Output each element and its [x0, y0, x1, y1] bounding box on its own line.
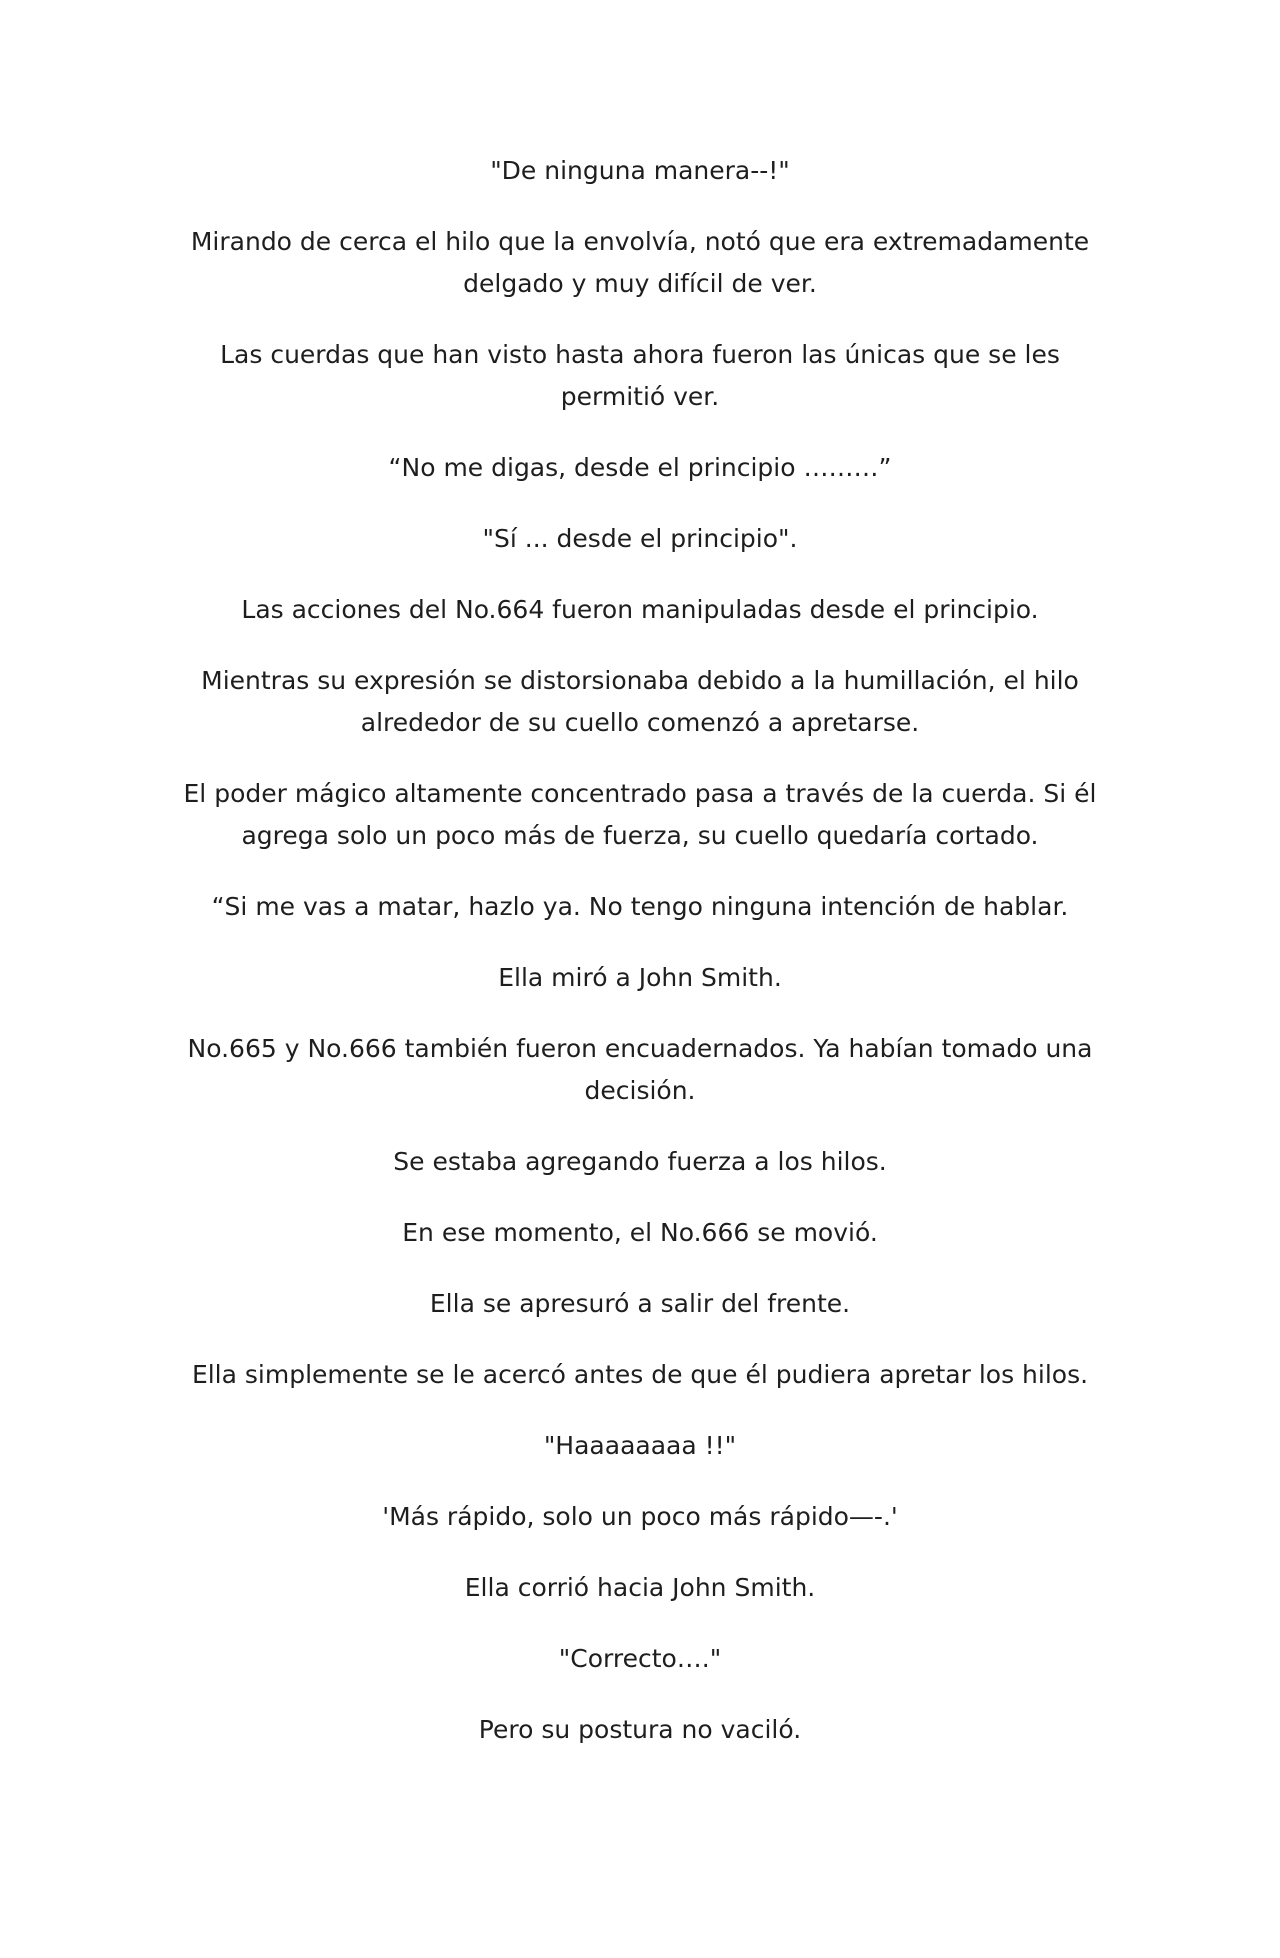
- paragraph: 'Más rápido, solo un poco más rápido—-.': [382, 1502, 898, 1531]
- paragraph: El poder mágico altamente concentrado pasa a través de la cuerda. Si él agrega solo un poco más de fuerza, su cuello quedaría cortado.: [183, 779, 1097, 850]
- document-text-body: [170, 150, 1110, 1751]
- paragraph: "Sí ... desde el principio".: [482, 524, 798, 553]
- paragraph: En ese momento, el No.666 se movió.: [402, 1218, 878, 1247]
- paragraph: Ella corrió hacia John Smith.: [464, 1573, 816, 1602]
- paragraph: Mientras su expresión se distorsionaba debido a la humillación, el hilo alrededor de su cuello comenzó a apretarse.: [201, 666, 1079, 737]
- paragraph: Ella se apresuró a salir del frente.: [429, 1289, 851, 1318]
- paragraph: Ella simplemente se le acercó antes de que él pudiera apretar los hilos.: [191, 1360, 1089, 1389]
- paragraph: Se estaba agregando fuerza a los hilos.: [393, 1147, 887, 1176]
- paragraph: Mirando de cerca el hilo que la envolvía, notó que era extremadamente delgado y muy difícil de ver.: [190, 227, 1090, 298]
- paragraph: "Correcto….": [558, 1644, 722, 1673]
- paragraph: "Haaaaaaaa !!": [543, 1431, 737, 1460]
- paragraph: Las acciones del No.664 fueron manipuladas desde el principio.: [241, 595, 1039, 624]
- paragraph: “No me digas, desde el principio ………”: [388, 453, 892, 482]
- paragraph: Ella miró a John Smith.: [498, 963, 782, 992]
- paragraph: No.665 y No.666 también fueron encuadernados. Ya habían tomado una decisión.: [187, 1034, 1093, 1105]
- paragraph: Las cuerdas que han visto hasta ahora fueron las únicas que se les permitió ver.: [220, 340, 1060, 411]
- paragraph: “Si me vas a matar, hazlo ya. No tengo ninguna intención de hablar.: [211, 892, 1069, 921]
- paragraph: Pero su postura no vaciló.: [478, 1715, 802, 1744]
- paragraph: "De ninguna manera--!": [490, 156, 790, 185]
